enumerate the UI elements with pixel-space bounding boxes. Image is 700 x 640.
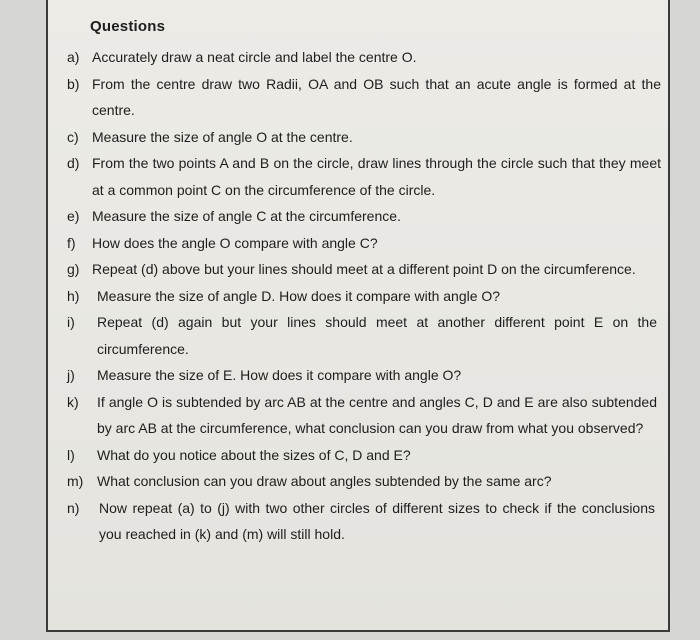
question-text: Now repeat (a) to (j) with two other circles of different sizes to check if the conclusions you reached in (k) and (m) will still hold. [99, 499, 655, 542]
question-letter: h) [67, 287, 80, 304]
question-j [0, 362, 700, 389]
question-letter: l) [67, 446, 75, 463]
question-text: What do you notice about the sizes of C, D and E? [97, 446, 411, 463]
question-b [0, 71, 700, 124]
question-text: How does the angle O compare with angle C? [92, 234, 378, 251]
question-letter: j) [67, 367, 75, 383]
question-letter: m) [67, 473, 84, 489]
question-letter: a) [67, 49, 80, 65]
question-text: What conclusion can you draw about angles subtended by the same arc? [97, 473, 552, 489]
question-f [0, 230, 700, 257]
question-letter: i) [67, 314, 75, 330]
question-k [0, 389, 700, 442]
question-a [0, 44, 700, 71]
question-l [0, 442, 700, 469]
question-letter: b) [67, 75, 80, 92]
question-letter: e) [67, 208, 80, 224]
question-letter: f) [67, 234, 76, 251]
question-letter: k) [67, 393, 79, 410]
question-text: Repeat (d) above but your lines should meet at a different point D on the circumference. [92, 261, 636, 277]
question-text: From the two points A and B on the circle, draw lines through the circle such that they meet at a common point C on the circumference of the circle. [92, 155, 661, 198]
question-c [0, 124, 700, 151]
question-letter: d) [67, 155, 80, 171]
question-letter: g) [67, 261, 80, 277]
question-text: Repeat (d) again but your lines should meet at another different point E on the circumference. [97, 314, 657, 357]
question-text: Measure the size of angle O at the centre. [92, 128, 353, 145]
question-text: Measure the size of E. How does it compare with angle O? [97, 367, 462, 383]
question-text: Measure the size of angle D. How does it compare with angle O? [97, 287, 501, 304]
question-e [0, 203, 700, 230]
question-h [0, 283, 700, 310]
question-i [0, 309, 700, 362]
question-text: If angle O is subtended by arc AB at the centre and angles C, D and E are also subtended by arc AB at the circumference, what conclusion can you draw from what you observed? [97, 393, 657, 436]
question-list [0, 44, 700, 548]
page-title: Questions [90, 18, 166, 35]
question-text: Measure the size of angle C at the circumference. [92, 208, 401, 224]
question-m [0, 468, 700, 495]
question-d [0, 150, 700, 203]
question-text: Accurately draw a neat circle and label the centre O. [92, 49, 417, 65]
question-text: From the centre draw two Radii, OA and OB such that an acute angle is formed at the centre. [92, 75, 661, 118]
question-letter: n) [67, 499, 80, 516]
question-letter: c) [67, 128, 79, 145]
question-g [0, 256, 700, 283]
question-n [0, 495, 700, 548]
